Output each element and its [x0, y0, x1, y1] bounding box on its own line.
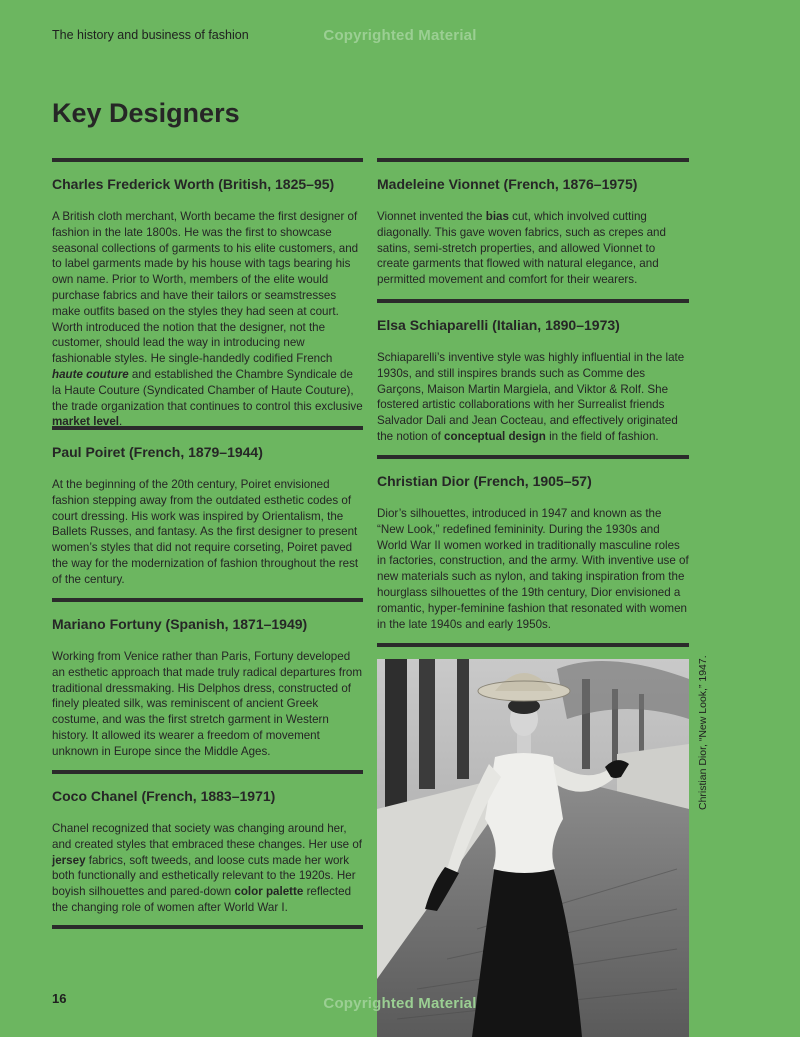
page-number: 16	[52, 991, 67, 1006]
designer-entry-fortuny	[52, 598, 363, 770]
designer-heading: Mariano Fortuny (Spanish, 1871–1949)	[52, 616, 308, 632]
designer-entry-vionnet	[377, 158, 689, 299]
left-column	[52, 158, 363, 929]
running-head: The history and business of fashion	[52, 28, 249, 42]
designer-entry-dior	[377, 455, 689, 643]
designer-entry-chanel	[52, 770, 363, 925]
photo-caption: Christian Dior, “New Look,” 1947.	[697, 655, 709, 810]
watermark-top: Copyrighted Material	[323, 27, 477, 44]
designer-heading: Elsa Schiaparelli (Italian, 1890–1973)	[377, 317, 620, 333]
designer-heading: Paul Poiret (French, 1879–1944)	[52, 444, 263, 460]
keyword-conceptual-design: conceptual design	[444, 429, 546, 443]
designer-body: Working from Venice rather than Paris, Fortuny developed an esthetic approach that made truly radical departures from traditional dressmaking. His Delphos dress, constructed of finely pleated silk, was reminiscent of ancient Greek costume, and was the first stretch garment in Western history. It allowed its wearer a freedom of movement unknown in Europe since the Middle Ages.	[52, 650, 362, 758]
designer-entry-poiret	[52, 426, 363, 598]
designer-body: Chanel recognized that society was changing around her, and created styles that embraced these changes. Her use of jersey fabrics, soft tweeds, and loose cuts made her work both functionally and esthetically relevant to the 1920s. Her boyish silhouettes and pared-down color palette reflected the changing role of women after World War I.	[52, 822, 362, 914]
keyword-color-palette: color palette	[234, 885, 304, 899]
keyword-haute-couture: haute couture	[52, 367, 129, 381]
designer-heading: Charles Frederick Worth (British, 1825–95)	[52, 176, 335, 192]
designer-body: Schiaparelli’s inventive style was highly influential in the late 1930s, and still inspires brands such as Comme des Garçons, Maison Martin Margiela, and Viktor & Rolf. She fostered artistic collaborations with her Surrealist friends Salvador Dali and Jean Cocteau, and effectively originated the notion of conceptual design in the field of fashion.	[377, 351, 685, 443]
column-end-rule	[52, 925, 363, 929]
designer-entry-worth	[52, 158, 363, 429]
keyword-bias: bias	[485, 210, 509, 223]
designer-body: At the beginning of the 20th century, Poiret envisioned fashion stepping away from the outdated esthetic codes of court dressing. His work was inspired by Orientalism, the Ballets Russes, and fantasy. As the first designer to present women’s styles that did not require corseting, Poiret paved the way for the modernization of fashion throughout the rest of the century.	[52, 478, 359, 586]
designer-heading: Christian Dior (French, 1905–57)	[377, 473, 592, 489]
designer-heading: Madeleine Vionnet (French, 1876–1975)	[377, 176, 638, 192]
designer-body: A British cloth merchant, Worth became the first designer of fashion in the late 1800s. He was the first to showcase seasonal collections of garments to his elite customers, and to label garments made by his house with tags bearing his own name. Prior to Worth, members of the elite would purchase fabrics and have their tailors or seamstresses make outfits based on the styles they had seen at court. Worth introduced the notion that the designer, not the customer, should lead the way in introducing new fashionable styles. He single-handedly codified French haute couture and established the Chambre Syndicale de la Haute Couture (Syndicated Chamber of Haute Couture), the trade organization that continues to control this exclusive market level.	[52, 210, 363, 429]
keyword-jersey: jersey	[52, 853, 86, 867]
column-end-rule	[377, 643, 689, 647]
designer-body: Dior’s silhouettes, introduced in 1947 and known as the “New Look,” redefined femininity. During the 1930s and World War II women worked in traditionally masculine roles in factories, construction, and the army. With inventive use of new materials such as nylon, and taking inspiration from the hourglass silhouettes of the 19th century, Dior envisioned a romantic, hyper-feminine fashion that resonated with women in the late 1940s and early 1950s.	[377, 507, 689, 631]
designer-heading: Coco Chanel (French, 1883–1971)	[52, 788, 276, 804]
dior-new-look-photo	[377, 659, 689, 1037]
watermark-bottom: Copyrighted Material	[323, 995, 477, 1012]
photo-illustration	[377, 659, 689, 1037]
page-title: Key Designers	[52, 98, 240, 128]
designer-body: Vionnet invented the bias cut, which involved cutting diagonally. This gave woven fabrics, such as crepes and satins, semi-stretch properties, and allowed Vionnet to create garments that flowed with natural elegance, and permitted movement and comfort for their wearers.	[377, 210, 666, 287]
designer-entry-schiaparelli	[377, 299, 689, 455]
right-column	[377, 158, 689, 647]
keyword-market-level: market level	[52, 415, 120, 429]
